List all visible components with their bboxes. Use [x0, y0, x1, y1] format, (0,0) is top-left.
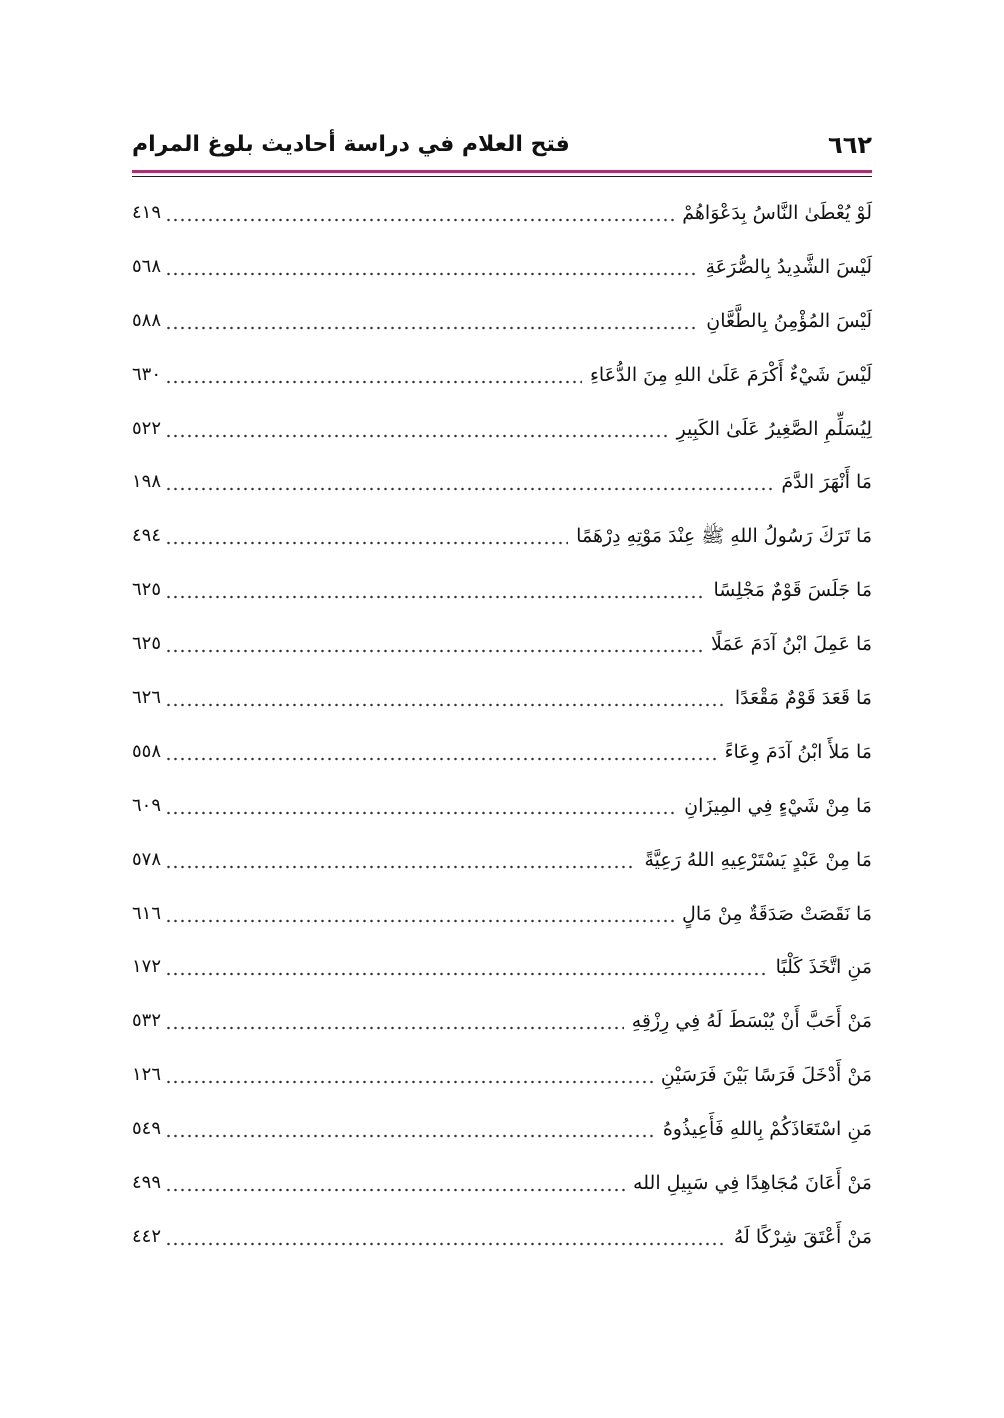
page-reference: ١٩٨ — [132, 471, 162, 493]
dot-leader — [165, 521, 568, 551]
index-row — [132, 940, 872, 994]
dot-leader — [165, 467, 773, 497]
dot-leader — [165, 414, 669, 444]
book-title: فتح العلام في دراسة أحاديث بلوغ المرام — [132, 132, 570, 157]
page-reference: ٤٤٢ — [132, 1225, 162, 1247]
index-row — [132, 1048, 872, 1102]
page-number: ٦٦٢ — [828, 131, 872, 159]
page-reference: ٦٢٦ — [132, 686, 162, 708]
index-row — [132, 1102, 872, 1156]
hadith-text: مَا أَنْهَرَ الدَّمَ — [781, 471, 872, 494]
dot-leader — [165, 306, 698, 336]
hadith-text: لَيْسَ المُؤْمِنُ بِالطَّعَّانِ — [706, 309, 872, 332]
page-reference: ٦٠٩ — [132, 794, 162, 816]
index-row — [132, 887, 872, 941]
page-reference: ٥٥٨ — [132, 740, 162, 762]
hadith-text: مَا مِنْ عَبْدٍ يَسْتَرْعِيهِ اللهُ رَعِيَّةً — [644, 848, 872, 871]
header-rule-thin — [132, 176, 872, 177]
hadith-text: مَا جَلَسَ قَوْمٌ مَجْلِسًا — [713, 579, 872, 602]
index-row — [132, 833, 872, 887]
hadith-text: مَا عَمِلَ ابْنُ آدَمَ عَمَلًا — [710, 633, 872, 656]
hadith-text: مَا نَقَصَتْ صَدَقَةٌ مِنْ مَالٍ — [682, 902, 872, 925]
index-row — [132, 725, 872, 779]
index-row — [132, 1156, 872, 1210]
hadith-text: مَا تَرَكَ رَسُولُ اللهِ ﷺ عِنْدَ مَوْتِهِ دِرْهَمًا — [576, 525, 872, 548]
hadith-text: مَا مَلأَ ابْنُ آدَمَ وِعَاءً — [724, 740, 872, 763]
page-reference: ٥٣٢ — [132, 1010, 162, 1032]
page-reference: ٦٢٥ — [132, 633, 162, 655]
page-reference: ٦١٦ — [132, 902, 162, 924]
dot-leader — [165, 899, 674, 929]
page-header — [132, 128, 872, 164]
dot-leader — [165, 575, 706, 605]
page-reference: ٥٦٨ — [132, 255, 162, 277]
index-row — [132, 455, 872, 509]
hadith-text: مَنْ أَدْخَلَ فَرَسًا بَيْنَ فَرَسَيْنِ — [660, 1064, 872, 1087]
hadith-text: لَيْسَ شَيْءٌ أَكْرَمَ عَلَىٰ اللهِ مِنَ الدُّعَاءِ — [590, 363, 872, 386]
hadith-text: مَنْ أَعَانَ مُجَاهِدًا فِي سَبِيلِ الله — [633, 1171, 872, 1194]
page-reference: ١٢٦ — [132, 1064, 162, 1086]
page-reference: ٥٢٢ — [132, 417, 162, 439]
hadith-text: لَيْسَ الشَّدِيدُ بِالصُّرَعَةِ — [705, 255, 872, 278]
page-reference: ٥٤٩ — [132, 1118, 162, 1140]
index-row — [132, 779, 872, 833]
dot-leader — [165, 845, 636, 875]
index-row — [132, 563, 872, 617]
dot-leader — [165, 1222, 726, 1252]
page-reference: ١٧٢ — [132, 956, 162, 978]
page-reference: ٥٨٨ — [132, 309, 162, 331]
dot-leader — [165, 737, 717, 767]
index-row — [132, 348, 872, 402]
header-rule-accent — [132, 170, 872, 173]
page-reference: ٥٧٨ — [132, 848, 162, 870]
hadith-text: مَنِ اسْتَعَاذَكُمْ بِاللهِ فَأَعِيذُوهُ — [662, 1118, 872, 1141]
page-reference: ٤٩٤ — [132, 525, 162, 547]
index-row — [132, 617, 872, 671]
page-reference: ٦٢٥ — [132, 579, 162, 601]
dot-leader — [165, 198, 674, 228]
dot-leader — [165, 1114, 655, 1144]
page-reference: ٤١٩ — [132, 201, 162, 223]
index-row — [132, 294, 872, 348]
hadith-text: مَنْ أَحَبَّ أَنْ يُبْسَطَ لَهُ فِي رِزْقِهِ — [631, 1010, 872, 1033]
hadith-text: مَنْ أَعْتَقَ شِرْكًا لَهُ — [733, 1225, 872, 1248]
dot-leader — [165, 1060, 653, 1090]
index-row — [132, 240, 872, 294]
dot-leader — [165, 252, 698, 282]
dot-leader — [165, 629, 703, 659]
index-row — [132, 1210, 872, 1264]
hadith-index-list — [132, 186, 872, 1264]
dot-leader — [165, 1006, 624, 1036]
hadith-text: لَوْ يُعْطَىٰ النَّاسُ بِدَعْوَاهُمْ — [682, 201, 872, 224]
dot-leader — [165, 791, 676, 821]
page-reference: ٦٣٠ — [132, 363, 162, 385]
index-row — [132, 509, 872, 563]
index-row — [132, 671, 872, 725]
hadith-text: مَنِ اتَّخَذَ كَلْبًا — [775, 956, 872, 979]
index-row — [132, 994, 872, 1048]
dot-leader — [165, 1168, 625, 1198]
index-row — [132, 186, 872, 240]
dot-leader — [165, 952, 768, 982]
hadith-text: مَا مِنْ شَيْءٍ فِي المِيزَانِ — [684, 794, 872, 817]
page-reference: ٤٩٩ — [132, 1171, 162, 1193]
hadith-text: لِيُسَلِّمِ الصَّغِيرُ عَلَىٰ الكَبِيرِ — [676, 417, 872, 440]
dot-leader — [165, 360, 582, 390]
index-row — [132, 402, 872, 456]
dot-leader — [165, 683, 727, 713]
hadith-text: مَا قَعَدَ قَوْمٌ مَقْعَدًا — [734, 686, 872, 709]
